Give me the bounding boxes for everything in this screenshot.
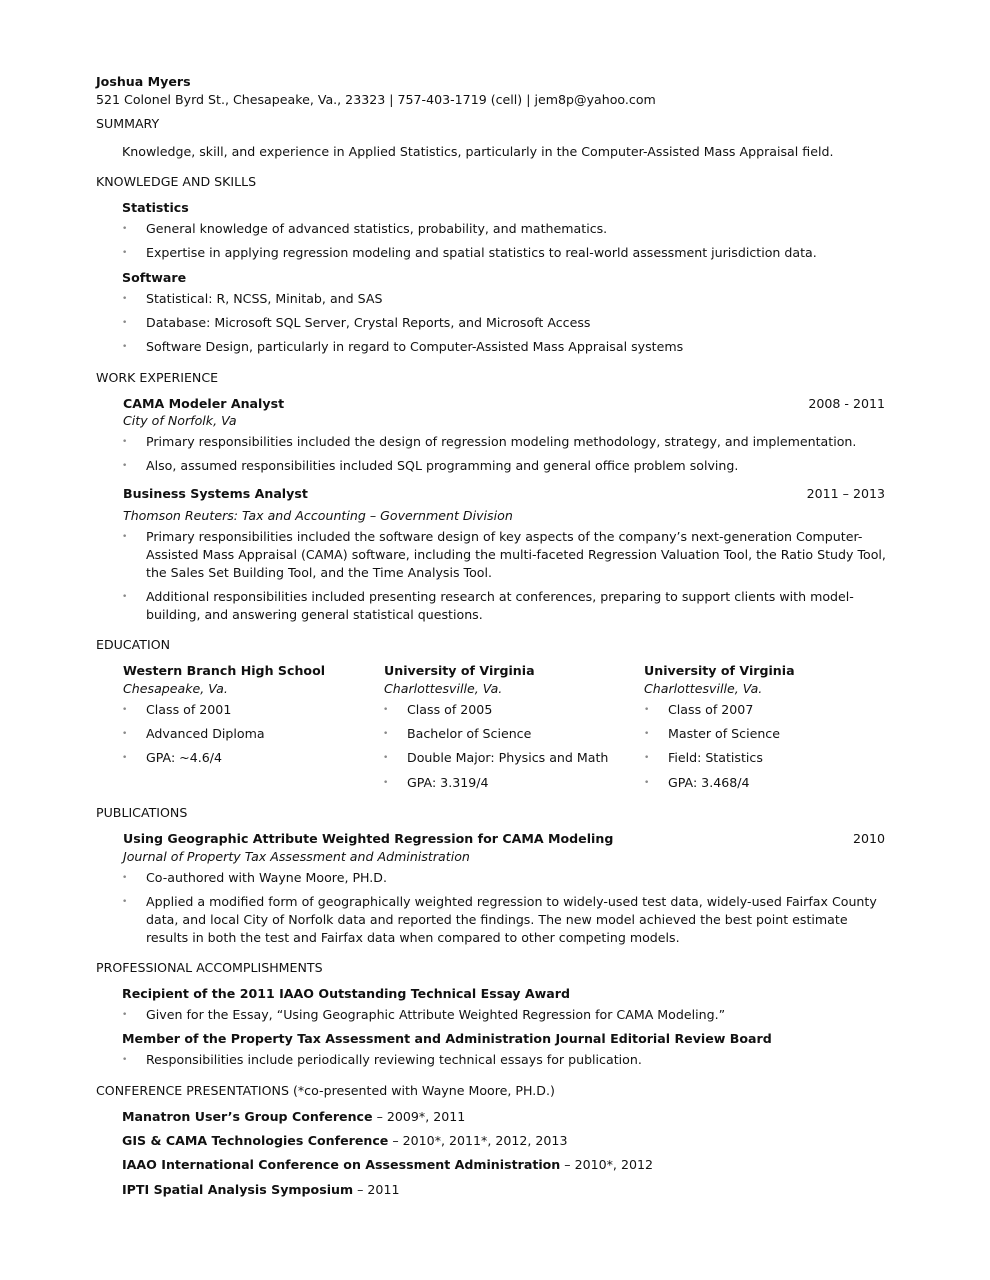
conference-years: – 2010*, 2012 [560,1157,653,1172]
school-detail: Class of 2001 [146,702,232,717]
bullet-icon: • [122,248,128,258]
school-name: University of Virginia [384,663,535,678]
job-duty: Primary responsibilities included the design of regression modeling methodology, strategy, and implementation. [146,434,857,449]
skill-item: Statistical: R, NCSS, Minitab, and SAS [146,291,383,306]
bullet-icon: • [644,705,650,715]
school-detail: GPA: ~4.6/4 [146,750,223,765]
job-employer: Thomson Reuters: Tax and Accounting – Government Division [123,508,513,523]
job-dates: 2008 - 2011 [808,396,885,411]
bullet-icon: • [383,778,389,788]
section-heading-conferences: CONFERENCE PRESENTATIONS (*co-presented with Wayne Moore, PH.D.) [96,1083,555,1098]
bullet-icon: • [383,705,389,715]
publication-journal: Journal of Property Tax Assessment and Administration [123,849,470,864]
accomplishment-title: Recipient of the 2011 IAAO Outstanding Technical Essay Award [122,986,571,1001]
school-detail: Class of 2007 [668,702,754,717]
section-heading-publications: PUBLICATIONS [96,805,188,820]
skill-item: Expertise in applying regression modeling and spatial statistics to real-world assessment jurisdiction data. [146,245,817,260]
bullet-icon: • [122,592,128,602]
conference-years: – 2010*, 2011*, 2012, 2013 [388,1133,568,1148]
skill-group-title: Statistics [122,200,189,215]
bullet-icon: • [122,294,128,304]
bullet-icon: • [383,729,389,739]
job-title: CAMA Modeler Analyst [123,396,285,411]
publication-year: 2010 [852,831,885,846]
section-heading-education: EDUCATION [96,637,171,652]
conference-name: Manatron User’s Group Conference [122,1109,373,1124]
bullet-icon: • [122,897,128,907]
conference-entry [122,1109,465,1125]
bullet-icon: • [644,729,650,739]
resume-name: Joshua Myers [96,74,191,89]
section-heading-work: WORK EXPERIENCE [96,370,219,385]
school-location: Chesapeake, Va. [123,681,228,696]
skill-item: Database: Microsoft SQL Server, Crystal Reports, and Microsoft Access [146,315,591,330]
school-detail: Advanced Diploma [146,726,265,741]
conference-years: – 2009*, 2011 [372,1109,466,1124]
conference-name: IPTI Spatial Analysis Symposium [122,1182,354,1197]
school-location: Charlottesville, Va. [384,681,503,696]
bullet-icon: • [644,753,650,763]
skill-group-title: Software [122,270,187,285]
section-heading-accomplishments: PROFESSIONAL ACCOMPLISHMENTS [96,960,323,975]
bullet-icon: • [122,753,128,763]
contact-line: 521 Colonel Byrd St., Chesapeake, Va., 23323 | 757-403-1719 (cell) | jem8p@yahoo.com [96,92,656,107]
school-name: Western Branch High School [123,663,326,678]
bullet-icon: • [122,873,128,883]
skill-item: General knowledge of advanced statistics, probability, and mathematics. [146,221,608,236]
accomplishment-note: Responsibilities include periodically reviewing technical essays for publication. [146,1052,642,1067]
job-duty: Additional responsibilities included presenting research at conferences, preparing to support clients with model-building, and answering general statistical questions. [146,589,854,622]
job-duty: Primary responsibilities included the software design of key aspects of the company’s next-generation Computer-Assisted Mass Appraisal (CAMA) software, including the multi-faceted Regression Valuation Tool, the Ratio Study Tool, the Sales Set Building Tool, and the Time Analysis Tool. [146,529,886,580]
skill-item: Software Design, particularly in regard to Computer-Assisted Mass Appraisal systems [146,339,684,354]
conference-entry [122,1182,399,1198]
school-location: Charlottesville, Va. [644,681,763,696]
bullet-icon: • [122,224,128,234]
bullet-icon: • [644,778,650,788]
school-detail: GPA: 3.319/4 [407,775,489,790]
accomplishment-note: Given for the Essay, “Using Geographic Attribute Weighted Regression for CAMA Modeling.” [146,1007,726,1022]
bullet-icon: • [383,753,389,763]
bullet-icon: • [122,318,128,328]
job-title: Business Systems Analyst [123,486,308,501]
accomplishment-title: Member of the Property Tax Assessment and Administration Journal Editorial Review Board [122,1031,772,1046]
school-detail: GPA: 3.468/4 [668,775,750,790]
bullet-icon: • [122,532,128,542]
publication-note: Applied a modified form of geographically weighted regression to widely-used test data, widely-used Fairfax County data, and local City of Norfolk data and reported the findings. The new model achieved the best point estimate results in both the test and Fairfax data when compared to other competing models. [146,894,877,945]
conference-entry [122,1133,567,1149]
job-duty: Also, assumed responsibilities included SQL programming and general office problem solving. [146,458,739,473]
school-name: University of Virginia [644,663,795,678]
school-detail: Master of Science [668,726,780,741]
publication-title: Using Geographic Attribute Weighted Regression for CAMA Modeling [123,831,614,846]
conference-years: – 2011 [353,1182,400,1197]
publication-note: Co-authored with Wayne Moore, PH.D. [146,870,387,885]
school-detail: Bachelor of Science [407,726,532,741]
bullet-icon: • [122,729,128,739]
conference-entry [122,1157,653,1173]
bullet-icon: • [122,461,128,471]
section-heading-skills: KNOWLEDGE AND SKILLS [96,174,257,189]
bullet-icon: • [122,437,128,447]
bullet-icon: • [122,705,128,715]
school-detail: Field: Statistics [668,750,763,765]
summary-text: Knowledge, skill, and experience in Applied Statistics, particularly in the Computer-Assisted Mass Appraisal field. [122,144,834,159]
bullet-icon: • [122,342,128,352]
job-employer: City of Norfolk, Va [123,413,237,428]
school-detail: Class of 2005 [407,702,493,717]
job-dates: 2011 – 2013 [806,486,885,501]
bullet-icon: • [122,1055,128,1065]
school-detail: Double Major: Physics and Math [407,750,609,765]
bullet-icon: • [122,1010,128,1020]
section-heading-summary: SUMMARY [96,116,160,131]
conference-name: GIS & CAMA Technologies Conference [122,1133,389,1148]
conference-name: IAAO International Conference on Assessment Administration [122,1157,561,1172]
